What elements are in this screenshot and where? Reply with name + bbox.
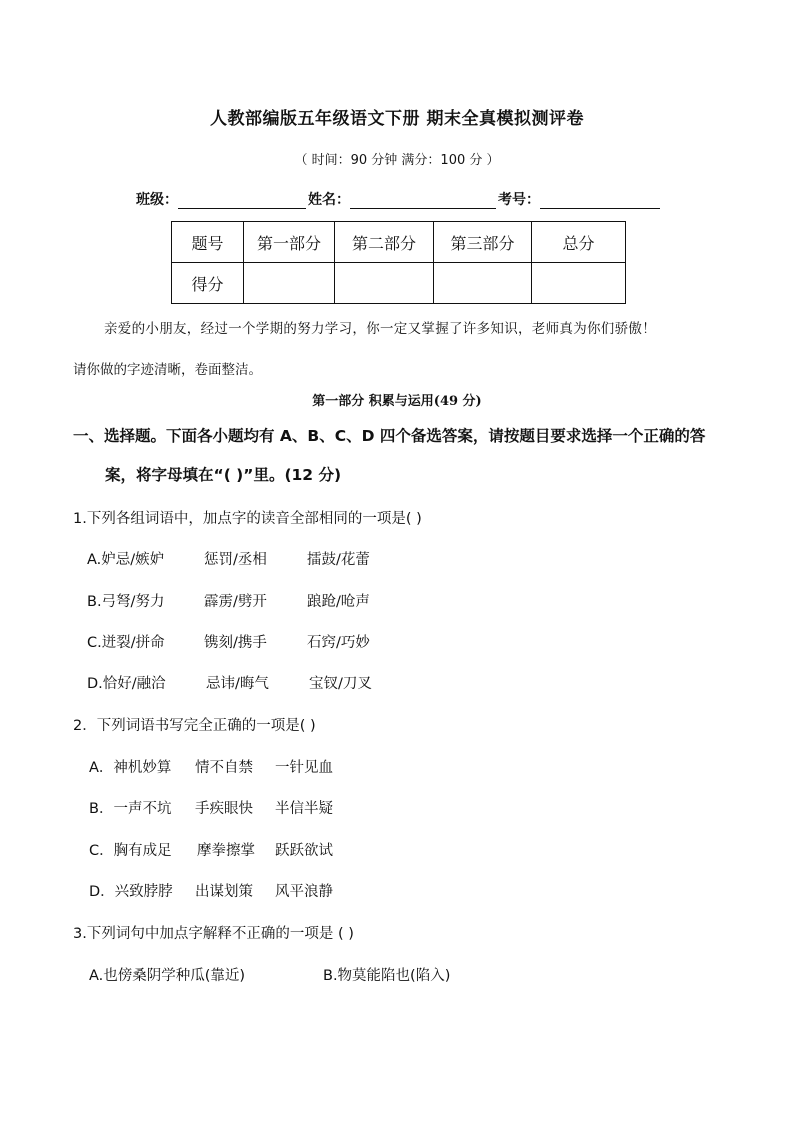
q3-option-b: B.物莫能陷也(陷入) [323, 968, 451, 984]
question-1-stem: 1.下列各组词语中，加点字的读音全部相同的一项是( ) [73, 511, 422, 527]
q2-option-a-group-1: A．神机妙算 [89, 760, 172, 776]
student-info-row [136, 189, 662, 209]
q2-option-c-group-2: 摩拳擦掌 [197, 843, 255, 859]
score-cell[interactable] [434, 263, 532, 304]
q2-option-b-group-3: 半信半疑 [275, 801, 333, 817]
exam-meta: （ 时间：90 分钟 满分：100 分 ） [294, 153, 500, 168]
q2-option-b-group-2: 手疾眼快 [195, 801, 253, 817]
intro-line-2: 请你做的字迹清晰，卷面整洁。 [73, 362, 262, 378]
class-field[interactable] [178, 190, 306, 209]
q1-option-c-group-1: C.迸裂/拼命 [87, 635, 165, 651]
q2-option-d-group-3: 风平浪静 [275, 884, 333, 900]
part-one-title: 第一部分 积累与运用(49 分) [312, 394, 482, 409]
header-cell: 第一部分 [244, 222, 335, 263]
q2-option-a-group-3: 一针见血 [275, 760, 333, 776]
header-cell: 总分 [532, 222, 626, 263]
q2-option-d-group-2: 出谋划策 [195, 884, 253, 900]
q1-option-c-group-2: 镌刻/携手 [204, 635, 267, 651]
number-label: 考号： [498, 192, 540, 208]
q1-option-d-group-2: 忌讳/晦气 [206, 676, 269, 692]
section-one-heading: 一、选择题。下面各小题均有 A、B、C、D 四个备选答案，请按题目要求选择一个正确的答 [73, 427, 706, 445]
name-label: 姓名： [308, 192, 350, 208]
score-table-score-row [172, 263, 626, 304]
number-field[interactable] [540, 190, 660, 209]
q2-option-a-group-2: 情不自禁 [195, 760, 253, 776]
page-title: 人教部编版五年级语文下册 期末全真模拟测评卷 [210, 109, 584, 129]
score-cell[interactable] [244, 263, 335, 304]
q2-option-c-group-3: 跃跃欲试 [275, 843, 333, 859]
header-cell: 题号 [172, 222, 244, 263]
intro-line-1: 亲爱的小朋友，经过一个学期的努力学习，你一定又掌握了许多知识，老师真为你们骄傲！ [104, 321, 656, 337]
q1-option-d-group-3: 宝钗/刀叉 [309, 676, 372, 692]
q1-option-b-group-3: 踉跄/呛声 [307, 594, 370, 610]
q1-option-b-group-1: B.弓弩/努力 [87, 594, 165, 610]
q1-option-a-group-2: 惩罚/丞相 [204, 552, 267, 568]
question-2-stem: 2．下列词语书写完全正确的一项是( ) [73, 718, 316, 734]
q3-option-a: A.也傍桑阴学种瓜(靠近) [89, 968, 246, 984]
question-3-stem: 3.下列词句中加点字解释不正确的一项是 ( ) [73, 926, 354, 942]
q2-option-c-group-1: C．胸有成足 [89, 843, 172, 859]
q1-option-b-group-2: 霹雳/劈开 [204, 594, 267, 610]
q1-option-c-group-3: 石窍/巧妙 [307, 635, 370, 651]
score-table [171, 221, 626, 304]
header-cell: 第三部分 [434, 222, 532, 263]
score-table-header-row [172, 222, 626, 263]
section-one-heading-cont: 案，将字母填在“( )”里。(12 分) [105, 466, 342, 484]
q2-option-b-group-1: B．一声不坑 [89, 801, 172, 817]
q1-option-a-group-3: 擂鼓/花蕾 [307, 552, 370, 568]
q1-option-d-group-1: D.恰好/融洽 [87, 676, 166, 692]
q2-option-d-group-1: D．兴致脖脖 [89, 884, 173, 900]
header-cell: 第二部分 [335, 222, 434, 263]
score-cell[interactable] [532, 263, 626, 304]
row-label: 得分 [172, 263, 244, 304]
q1-option-a-group-1: A.妒忌/嫉妒 [87, 552, 165, 568]
score-cell[interactable] [335, 263, 434, 304]
name-field[interactable] [350, 190, 496, 209]
class-label: 班级： [136, 192, 178, 208]
